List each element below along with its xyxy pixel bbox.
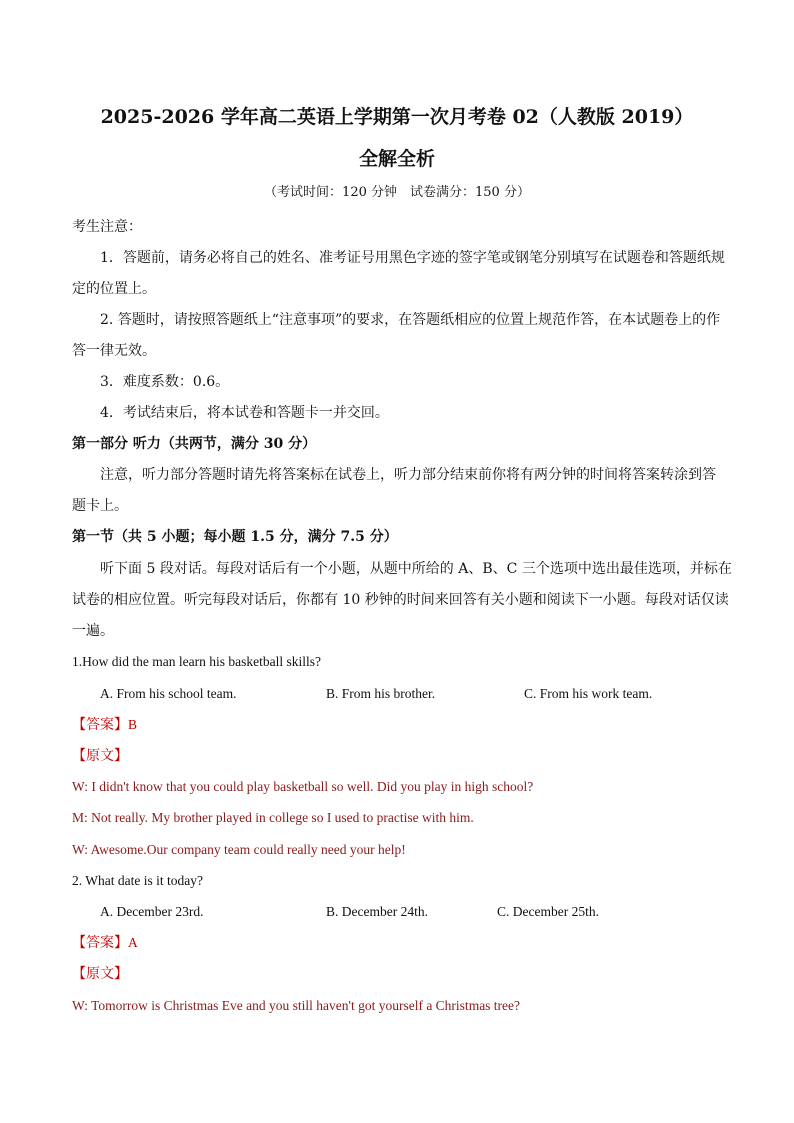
question-1-answer — [72, 715, 722, 735]
question-2-answer — [72, 933, 722, 953]
question-1-transcript-line-2: M: Not really. My brother played in college so I used to practise with him. — [72, 810, 474, 825]
page-title: 2025-2026 学年高二英语上学期第一次月考卷 02（人教版 2019） — [100, 106, 694, 128]
question-2-source-label: 【原文】 — [72, 966, 128, 982]
question-2-stem: 2. What date is it today? — [72, 873, 203, 888]
part1-heading: 第一部分 听力（共两节，满分 30 分） — [72, 436, 317, 452]
section1-heading: 第一节（共 5 小题；每小题 1.5 分，满分 7.5 分） — [72, 529, 398, 545]
notice-heading: 考生注意： — [72, 219, 142, 235]
notice-item-4: 4．考试结束后，将本试卷和答题卡一并交回。 — [100, 405, 389, 421]
section1-instr-line-2: 试卷的相应位置。听完每段对话后，你都有 10 秒钟的时间来回答有关小题和阅读下一小题。每段对话仅读 — [72, 592, 729, 608]
question-2-option-a: A. December 23rd. — [100, 904, 204, 919]
notice-item-3: 3．难度系数：0.6。 — [100, 374, 230, 390]
question-1-source-label: 【原文】 — [72, 748, 128, 764]
part1-note-line-2: 题卡上。 — [72, 498, 128, 514]
question-1-option-c: C. From his work team. — [524, 686, 653, 701]
notice-item-1-line-1: 1．答题前，请务必将自己的姓名、准考证号用黑色字迹的签字笔或钢笔分别填写在试题卷和答题纸规 — [100, 250, 725, 266]
question-1-transcript-line-1: W: I didn't know that you could play basketball so well. Did you play in high school? — [72, 779, 534, 794]
question-1-option-b: B. From his brother. — [326, 686, 436, 701]
question-2-option-c: C. December 25th. — [497, 904, 599, 919]
question-2-transcript-line-1: W: Tomorrow is Christmas Eve and you still haven't got yourself a Christmas tree? — [72, 998, 521, 1013]
exam-meta: （考试时间：120 分钟 试卷满分：150 分） — [264, 185, 530, 200]
section1-instr-line-3: 一遍。 — [72, 623, 114, 639]
notice-item-2-line-1: 2. 答题时，请按照答题纸上“注意事项”的要求，在答题纸相应的位置上规范作答，在本试题卷上的作 — [100, 312, 721, 328]
answer-label: 【答案】 — [72, 935, 128, 951]
question-1-option-a: A. From his school team. — [100, 686, 237, 701]
question-1-stem: 1.How did the man learn his basketball skills? — [72, 654, 321, 669]
answer-value: B — [128, 717, 138, 732]
answer-value: A — [128, 935, 138, 950]
notice-item-2-line-2: 答一律无效。 — [72, 343, 156, 359]
section1-instr-line-1: 听下面 5 段对话。每段对话后有一个小题，从题中所给的 A、B、C 三个选项中选出最佳选项，并标在 — [100, 561, 732, 577]
page-subtitle: 全解全析 — [358, 148, 435, 170]
notice-item-1-line-2: 定的位置上。 — [72, 281, 156, 297]
question-1-transcript-line-3: W: Awesome.Our company team could really need your help! — [72, 842, 406, 857]
answer-label: 【答案】 — [72, 717, 128, 733]
part1-note-line-1: 注意，听力部分答题时请先将答案标在试卷上，听力部分结束前你将有两分钟的时间将答案转涂到答 — [100, 467, 716, 483]
question-2-option-b: B. December 24th. — [326, 904, 428, 919]
